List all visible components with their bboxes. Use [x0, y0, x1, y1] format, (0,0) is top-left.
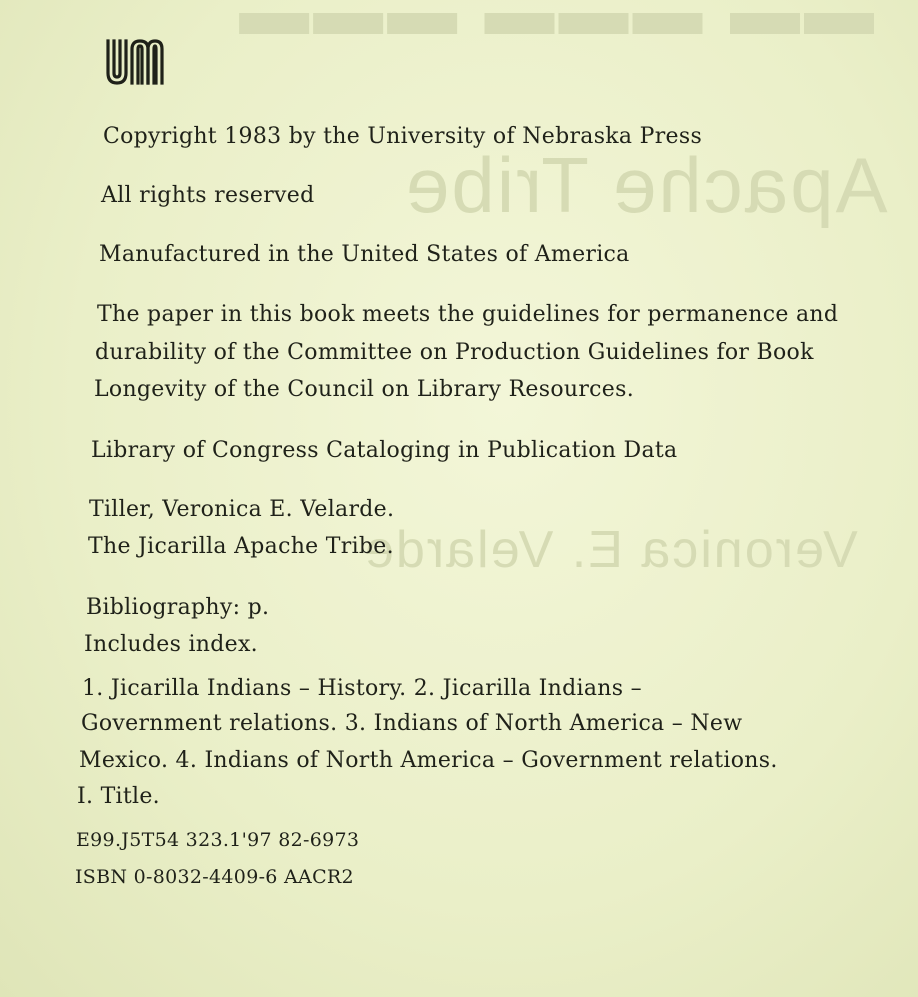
bleed-through-author: Veronica E. Velarde [363, 521, 858, 579]
rights-line: All rights reserved [101, 183, 315, 208]
subject-line: Government relations. 3. Indians of North America – New [81, 711, 743, 736]
subject-line: I. Title. [77, 784, 160, 809]
title-entry: The Jicarilla Apache Tribe. [88, 534, 394, 559]
university-press-logo [104, 35, 164, 87]
subject-line: 1. Jicarilla Indians – History. 2. Jicarilla Indians – [82, 676, 642, 701]
bibliography-note: Bibliography: p. [86, 595, 270, 620]
bleed-through-heading: ▬▬▬ ▬▬▬ ▬▬ [239, 0, 878, 49]
paper-note-line: durability of the Committee on Production Guidelines for Book [95, 340, 814, 365]
subject-line: Mexico. 4. Indians of North America – Government relations. [79, 748, 778, 773]
cip-heading: Library of Congress Cataloging in Publication Data [91, 438, 678, 463]
index-note: Includes index. [84, 632, 258, 657]
paper-note-line: Longevity of the Council on Library Resources. [94, 377, 634, 402]
classification-line: E99.J5T54 323.1'97 82-6973 [76, 829, 360, 851]
isbn-line: ISBN 0-8032-4409-6 AACR2 [75, 866, 354, 888]
paper-note-line: The paper in this book meets the guidelines for permanence and [97, 302, 839, 327]
bleed-through-title: Apache Tribe [404, 141, 888, 229]
author-entry: Tiller, Veronica E. Velarde. [89, 497, 395, 522]
manufactured-line: Manufactured in the United States of America [99, 242, 630, 267]
copyright-line: Copyright 1983 by the University of Nebraska Press [103, 124, 703, 149]
